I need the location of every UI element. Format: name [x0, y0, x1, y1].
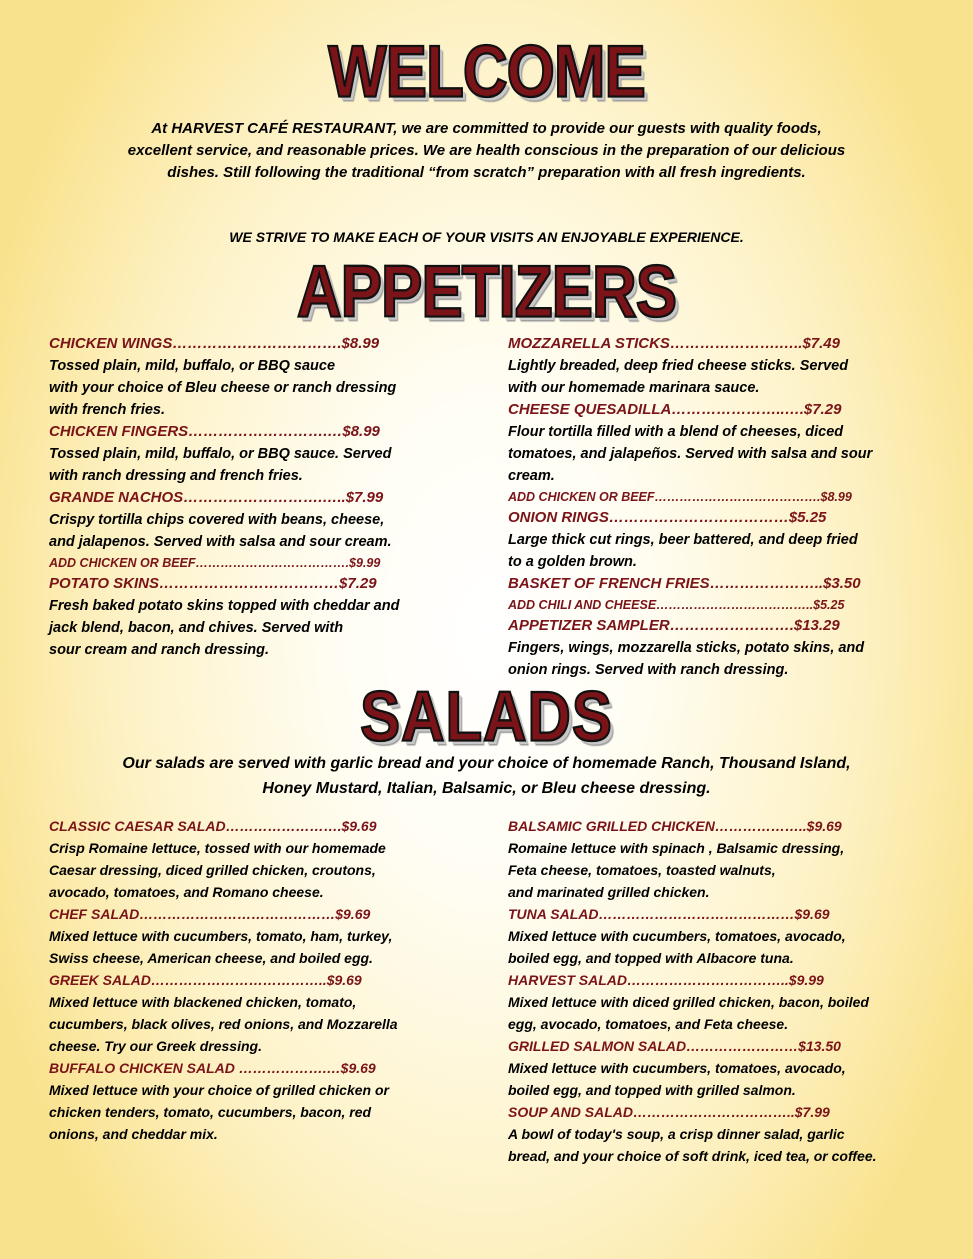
item-add-on [508, 487, 928, 507]
item-name: CHEESE QUESADILLA [508, 401, 672, 418]
description-line: Feta cheese, tomatoes, toasted walnuts, [508, 862, 776, 878]
item-price: $9.69 [806, 818, 842, 834]
description-line: Fingers, wings, mozzarella sticks, potato skins, and [508, 640, 865, 656]
menu-item [508, 399, 928, 507]
item-name: GREEK SALAD [49, 972, 151, 988]
description-line: cheese. Try our Greek dressing. [49, 1038, 262, 1054]
menu-item [508, 615, 928, 681]
add-on-leader: ………………………………. [195, 556, 350, 570]
item-name: POTATO SKINS [49, 575, 160, 592]
item-description [508, 1057, 938, 1101]
welcome-strive: WE STRIVE TO MAKE EACH OF YOUR VISITS AN ENJOYABLE EXPERIENCE. [229, 229, 744, 245]
salads-title: SALADS [360, 676, 613, 756]
item-price: $9.69 [341, 818, 377, 834]
item-description [49, 991, 469, 1057]
description-line: Large thick cut rings, beer battered, and deep fried [508, 532, 858, 548]
item-leader: …………………………………… [598, 906, 795, 922]
description-line: Mixed lettuce with diced grilled chicken, bacon, boiled [508, 994, 869, 1010]
item-leader: …………………… [686, 1038, 799, 1054]
menu-item [49, 903, 469, 969]
item-price: $13.50 [798, 1038, 841, 1054]
add-on-price: $8.99 [820, 490, 852, 504]
description-line: with french fries. [49, 402, 166, 418]
description-line: A bowl of today's soup, a crisp dinner salad, garlic [508, 1126, 845, 1142]
item-description [49, 355, 469, 421]
welcome-intro-line: excellent service, and reasonable prices. We are health conscious in the preparation of our delicious [127, 142, 846, 159]
add-on-name: ADD CHICKEN OR BEEF [508, 490, 655, 504]
item-description [508, 421, 928, 487]
item-description [508, 1123, 938, 1167]
description-line: Mixed lettuce with blackened chicken, tomato, [49, 994, 357, 1010]
menu-item [49, 1057, 469, 1145]
description-line: to a golden brown. [508, 554, 637, 570]
salads-intro-line: Honey Mustard, Italian, Balsamic, or Bleu cheese dressing. [262, 780, 711, 797]
item-leader: ……………………. [225, 818, 342, 834]
item-name: ONION RINGS [508, 509, 609, 526]
menu-item [508, 573, 928, 615]
description-line: onion rings. Served with ranch dressing. [508, 662, 789, 678]
item-description [49, 925, 469, 969]
menu-item [49, 421, 469, 487]
item-price: $13.29 [793, 617, 840, 634]
description-line: and marinated grilled chicken. [508, 884, 710, 900]
item-name: CHICKEN WINGS [49, 335, 173, 352]
item-price: $8.99 [341, 335, 380, 352]
description-line: boiled egg, and topped with grilled salmon. [508, 1082, 796, 1098]
description-line: with your choice of Bleu cheese or ranch dressing [49, 380, 397, 396]
item-description [508, 837, 938, 903]
menu-item [508, 1101, 938, 1167]
menu-item [49, 333, 469, 421]
item-price: $7.49 [802, 335, 840, 352]
item-name: BASKET OF FRENCH FRIES [508, 575, 710, 592]
item-name: HARVEST SALAD [508, 972, 628, 988]
item-description [508, 529, 928, 573]
description-line: Caesar dressing, diced grilled chicken, croutons, [49, 862, 376, 878]
item-description [508, 925, 938, 969]
menu-item [508, 333, 928, 399]
item-leader: ……………………….… [188, 423, 343, 440]
description-line: and jalapenos. Served with salsa and sour cream. [49, 534, 392, 550]
salads-intro [60, 751, 913, 801]
description-line: boiled egg, and topped with Albacore tuna. [508, 950, 794, 966]
item-add-on [508, 595, 928, 615]
appetizers-right-column [508, 333, 928, 681]
menu-item [508, 1035, 938, 1101]
item-name: BALSAMIC GRILLED CHICKEN [508, 818, 715, 834]
item-price: $5.25 [788, 509, 827, 526]
salads-right-column [508, 815, 938, 1167]
welcome-intro-line: dishes. Still following the traditional “from scratch” preparation with all fresh ingredients. [167, 164, 806, 181]
add-on-name: ADD CHICKEN OR BEEF [49, 556, 196, 570]
menu-item [508, 969, 938, 1035]
item-leader: ……………………………… [159, 575, 340, 592]
item-name: CHICKEN FINGERS [49, 423, 189, 440]
item-description [49, 595, 469, 661]
item-price: $7.29 [339, 575, 377, 592]
description-line: tomatoes, and jalapeños. Served with salsa and sour [508, 446, 873, 462]
appetizers-left-column [49, 333, 469, 661]
description-line: Crispy tortilla chips covered with beans, cheese, [49, 512, 385, 528]
menu-item [49, 573, 469, 661]
menu-item [508, 903, 938, 969]
description-line: jack blend, bacon, and chives. Served with [49, 620, 344, 636]
description-line: Romaine lettuce with spinach , Balsamic dressing, [508, 840, 845, 856]
description-line: bread, and your choice of soft drink, iced tea, or coffee. [508, 1148, 877, 1164]
item-price: $3.50 [823, 575, 861, 592]
item-description [508, 637, 928, 681]
menu-item [508, 507, 928, 573]
item-description [49, 509, 469, 553]
description-line: Flour tortilla filled with a blend of cheeses, diced [508, 424, 844, 440]
description-line: chicken tenders, tomato, cucumbers, bacon, red [49, 1104, 372, 1120]
item-price: $9.99 [788, 972, 824, 988]
welcome-intro-line: At HARVEST CAFÉ RESTAURANT, we are committed to provide our guests with quality foods, [151, 120, 822, 137]
description-line: Mixed lettuce with cucumbers, tomatoes, avocado, [508, 928, 846, 944]
item-price: $8.99 [342, 423, 380, 440]
item-name: GRILLED SALMON SALAD [508, 1038, 687, 1054]
description-line: cream. [508, 468, 555, 484]
description-line: Mixed lettuce with your choice of grilled chicken or [49, 1082, 389, 1098]
appetizers-title: APPETIZERS [296, 251, 677, 334]
item-leader: ……………………….….. [183, 489, 346, 506]
welcome-title: WELCOME [328, 31, 645, 114]
item-price: $7.99 [794, 1104, 830, 1120]
item-price: $9.69 [326, 972, 362, 988]
item-leader: ……………………. [669, 617, 794, 634]
item-leader: ……………………………… [608, 509, 789, 526]
item-description [508, 991, 938, 1035]
description-line: with our homemade marinara sauce. [508, 380, 760, 396]
item-name: CLASSIC CAESAR SALAD [49, 818, 226, 834]
item-leader: ………………….….. [669, 335, 803, 352]
description-line: Fresh baked potato skins topped with cheddar and [49, 598, 400, 614]
item-leader: …………………………………… [139, 906, 336, 922]
salads-left-column [49, 815, 469, 1145]
item-name: APPETIZER SAMPLER [508, 617, 670, 634]
salads-intro-line: Our salads are served with garlic bread and your choice of homemade Ranch, Thousand Island, [122, 755, 851, 772]
item-description [49, 837, 469, 903]
welcome-intro [60, 118, 913, 184]
description-line: with ranch dressing and french fries. [49, 468, 303, 484]
description-line: Lightly breaded, deep fried cheese sticks. Served [508, 358, 849, 374]
item-name: BUFFALO CHICKEN SALAD [49, 1060, 239, 1076]
description-line: Swiss cheese, American cheese, and boiled egg. [49, 950, 373, 966]
item-description [508, 355, 928, 399]
add-on-leader: ……………………………….. [656, 598, 814, 612]
item-leader: ……………….. [714, 818, 807, 834]
item-leader: …………………………….. [627, 972, 789, 988]
menu-item [508, 815, 938, 903]
item-leader: ………………….. [709, 575, 824, 592]
item-leader: …………………………….. [632, 1104, 795, 1120]
item-leader: ……………………………….. [150, 972, 327, 988]
item-price: $7.29 [803, 401, 842, 418]
item-add-on [49, 553, 469, 573]
description-line: Tossed plain, mild, buffalo, or BBQ sauce [49, 358, 336, 374]
item-price: $9.69 [335, 906, 371, 922]
item-name: SOUP AND SALAD [508, 1104, 633, 1120]
menu-item [49, 969, 469, 1057]
item-name: MOZZARELLA STICKS [508, 335, 670, 352]
menu-item [49, 487, 469, 573]
description-line: onions, and cheddar mix. [49, 1126, 218, 1142]
menu-item [49, 815, 469, 903]
item-price: $7.99 [345, 489, 384, 506]
description-line: Crisp Romaine lettuce, tossed with our homemade [49, 840, 386, 856]
description-line: cucumbers, black olives, red onions, and Mozzarella [49, 1016, 398, 1032]
item-price: $9.69 [794, 906, 830, 922]
add-on-price: $5.25 [813, 598, 845, 612]
item-leader: ……………………………. [172, 335, 342, 352]
item-name: TUNA SALAD [508, 906, 599, 922]
item-name: GRANDE NACHOS [49, 489, 184, 506]
item-description [49, 443, 469, 487]
description-line: sour cream and ranch dressing. [49, 642, 269, 658]
description-line: avocado, tomatoes, and Romano cheese. [49, 884, 324, 900]
description-line: Mixed lettuce with cucumbers, tomato, ham, turkey, [49, 928, 393, 944]
add-on-leader: …………………………………. [654, 490, 821, 504]
item-leader: …………………..…. [671, 401, 804, 418]
description-line: egg, avocado, tomatoes, and Feta cheese. [508, 1016, 789, 1032]
add-on-name: ADD CHILI AND CHEESE [508, 598, 657, 612]
item-name: CHEF SALAD [49, 906, 140, 922]
add-on-price: $9.99 [349, 556, 381, 570]
item-price: $9.69 [340, 1060, 376, 1076]
description-line: Mixed lettuce with cucumbers, tomatoes, avocado, [508, 1060, 846, 1076]
item-leader: ……………….… [238, 1060, 341, 1076]
description-line: Tossed plain, mild, buffalo, or BBQ sauce. Served [49, 446, 392, 462]
item-description [49, 1079, 469, 1145]
